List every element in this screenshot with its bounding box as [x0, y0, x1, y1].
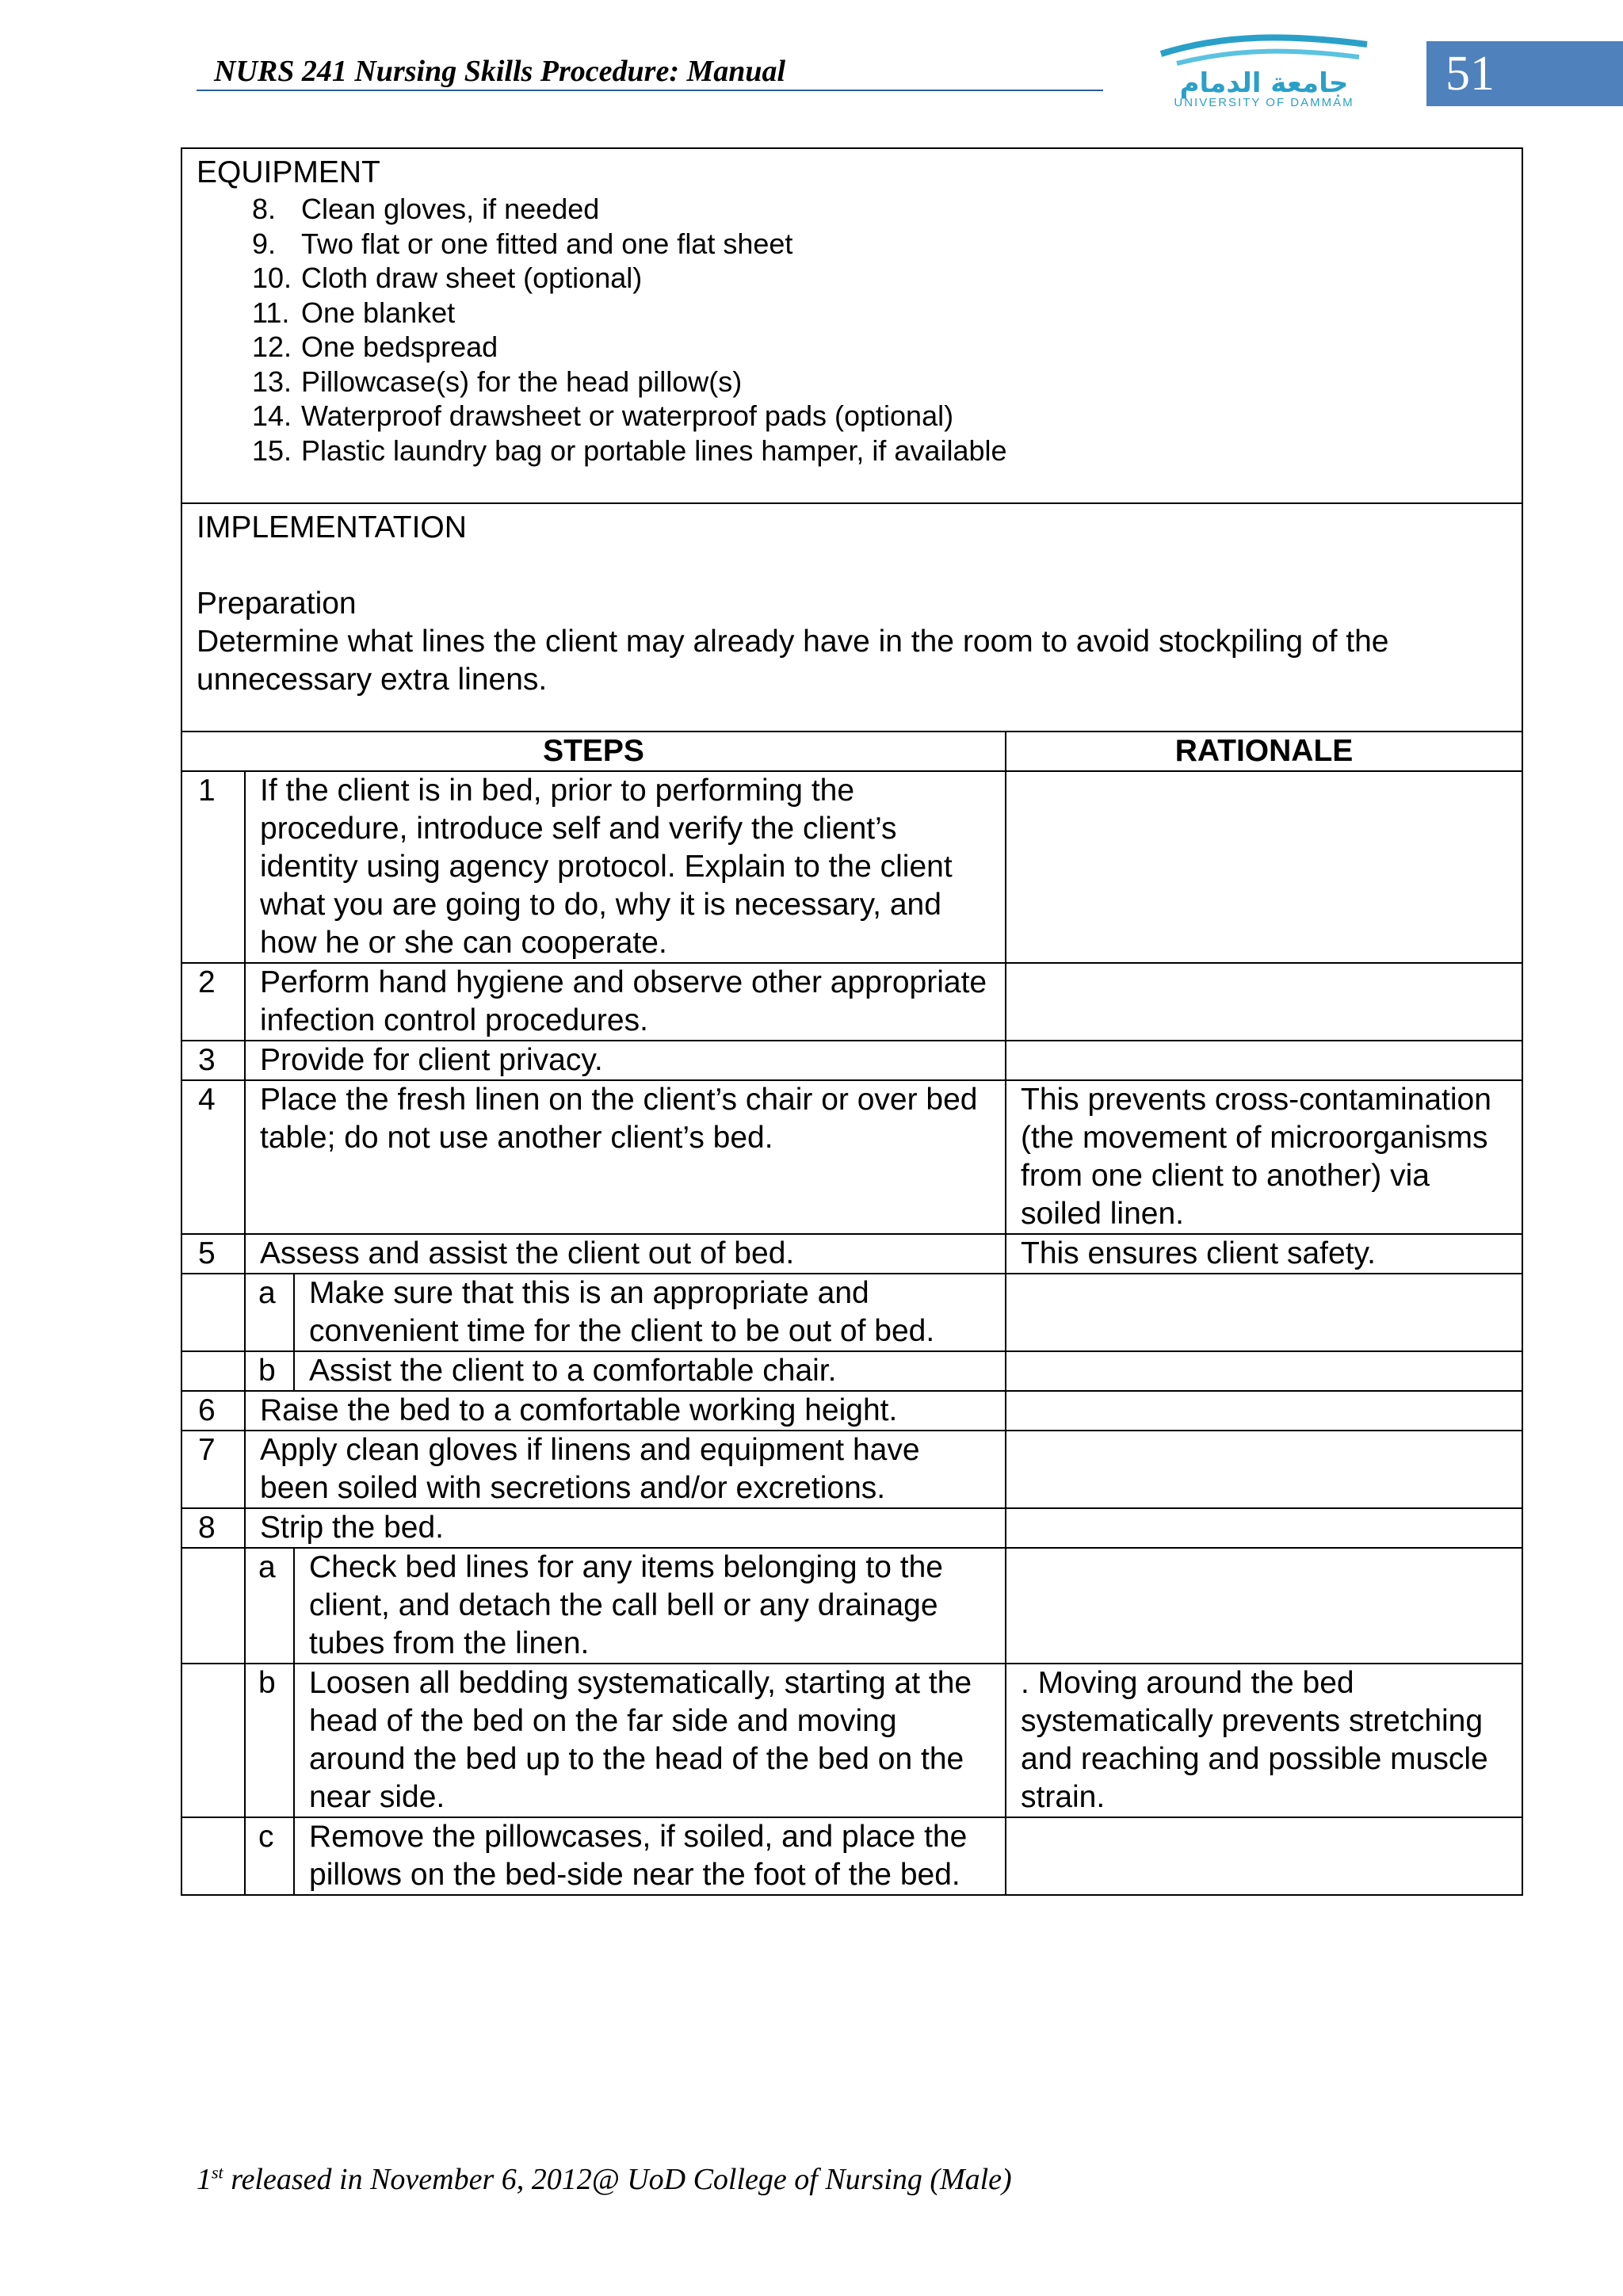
document-title: NURS 241 Nursing Skills Procedure: Manual — [214, 55, 786, 88]
university-logo — [1129, 30, 1399, 109]
equipment-item — [252, 261, 1507, 296]
step-number: 7 — [181, 1431, 245, 1508]
table-row — [181, 1508, 1522, 1548]
equipment-item-text: Clean gloves, if needed — [301, 193, 600, 225]
logo-english-text: UNIVERSITY OF DAMMAM — [1174, 96, 1354, 109]
step-number: 6 — [181, 1391, 245, 1431]
step-text: Provide for client privacy. — [245, 1041, 1006, 1080]
substep-text: Loosen all bedding systematically, starting at the head of the bed on the far side and moving around the bed up to the head of the bed on the near side. — [294, 1664, 1006, 1817]
wave-logo-icon — [1129, 30, 1399, 109]
equipment-item-number: 13. — [252, 365, 292, 398]
equipment-item — [252, 330, 1507, 365]
rationale-text: This ensures client safety. — [1006, 1234, 1522, 1274]
step-number: 4 — [181, 1080, 245, 1234]
step-number: 1 — [181, 771, 245, 963]
equipment-item-number: 14. — [252, 399, 292, 432]
rationale-text: . Moving around the bed systematically prevents stretching and reaching and possible muscle strain. — [1006, 1664, 1522, 1817]
implementation-title: IMPLEMENTATION — [197, 510, 467, 544]
equipment-list — [197, 192, 1507, 468]
step-number: 5 — [181, 1234, 245, 1274]
substep-text: Check bed lines for any items belonging to the client, and detach the call bell or any drainage tubes from the linen. — [294, 1548, 1006, 1664]
rationale-header: RATIONALE — [1006, 732, 1522, 771]
table-row — [181, 1274, 1522, 1351]
substep-letter: a — [245, 1274, 294, 1351]
step-text: Perform hand hygiene and observe other appropriate infection control procedures. — [245, 963, 1006, 1041]
step-number-empty — [181, 1274, 245, 1351]
logo-arabic-text: جامعة الدمام — [1179, 67, 1349, 99]
equipment-section — [181, 148, 1522, 503]
preparation-text: Determine what lines the client may already have in the room to avoid stockpiling of the unnecessary extra linens. — [197, 625, 1389, 697]
table-row — [181, 1351, 1522, 1391]
equipment-item-text: Plastic laundry bag or portable lines hamper, if available — [301, 434, 1007, 467]
implementation-section — [181, 503, 1522, 732]
equipment-item-text: Pillowcase(s) for the head pillow(s) — [301, 365, 743, 398]
table-header-row — [181, 732, 1522, 771]
equipment-item-text: One bedspread — [301, 330, 498, 363]
substep-text: Make sure that this is an appropriate and convenient time for the client to be out of bed. — [294, 1274, 1006, 1351]
equipment-item-text: Two flat or one fitted and one flat sheet — [301, 227, 793, 260]
table-row — [181, 1817, 1522, 1895]
rationale-text — [1006, 1817, 1522, 1895]
rationale-text — [1006, 1508, 1522, 1548]
rationale-text — [1006, 771, 1522, 963]
substep-text: Assist the client to a comfortable chair. — [294, 1351, 1006, 1391]
footer — [197, 2162, 1012, 2197]
rationale-text: This prevents cross-contamination (the movement of microorganisms from one client to another) via soiled linen. — [1006, 1080, 1522, 1234]
equipment-item — [252, 296, 1507, 330]
equipment-item-number: 15. — [252, 434, 292, 467]
rationale-text — [1006, 1431, 1522, 1508]
footer-ordinal: 1 — [197, 2163, 212, 2196]
table-row — [181, 771, 1522, 963]
rationale-text — [1006, 1351, 1522, 1391]
equipment-item-number: 10. — [252, 262, 292, 294]
equipment-item — [252, 365, 1507, 399]
table-row — [181, 1041, 1522, 1080]
step-text: Place the fresh linen on the client’s chair or over bed table; do not use another client’s bed. — [245, 1080, 1006, 1234]
table-row — [181, 1080, 1522, 1234]
equipment-item — [252, 399, 1507, 434]
rationale-text — [1006, 1391, 1522, 1431]
table-row — [181, 1234, 1522, 1274]
equipment-item — [252, 434, 1507, 468]
equipment-item — [252, 192, 1507, 227]
rationale-text — [1006, 1274, 1522, 1351]
step-text: Apply clean gloves if linens and equipment have been soiled with secretions and/or excretions. — [245, 1431, 1006, 1508]
table-row — [181, 1548, 1522, 1664]
step-number-empty — [181, 1817, 245, 1895]
table-row — [181, 963, 1522, 1041]
step-text: Strip the bed. — [245, 1508, 1006, 1548]
table-row — [181, 1391, 1522, 1431]
step-number-empty — [181, 1664, 245, 1817]
page-number: 51 — [1426, 41, 1623, 106]
step-text: Raise the bed to a comfortable working height. — [245, 1391, 1006, 1431]
step-number: 2 — [181, 963, 245, 1041]
step-text: If the client is in bed, prior to performing the procedure, introduce self and verify the client’s identity using agency protocol. Explain to the client what you are going to do, why it is necessary, and how he or she can cooperate. — [245, 771, 1006, 963]
substep-letter: b — [245, 1351, 294, 1391]
equipment-item-text: Waterproof drawsheet or waterproof pads (optional) — [301, 399, 954, 432]
preparation-heading: Preparation — [197, 586, 357, 621]
procedure-table — [181, 147, 1523, 1896]
step-number-empty — [181, 1548, 245, 1664]
rationale-text — [1006, 1548, 1522, 1664]
step-number-empty — [181, 1351, 245, 1391]
step-number: 8 — [181, 1508, 245, 1548]
header-rule — [197, 90, 1103, 91]
rationale-text — [1006, 963, 1522, 1041]
substep-letter: b — [245, 1664, 294, 1817]
equipment-title: EQUIPMENT — [197, 155, 380, 189]
step-number: 3 — [181, 1041, 245, 1080]
equipment-item-text: One blanket — [301, 296, 456, 329]
table-row — [181, 1431, 1522, 1508]
rationale-text — [1006, 1041, 1522, 1080]
step-text: Assess and assist the client out of bed. — [245, 1234, 1006, 1274]
equipment-item-number: 8. — [252, 193, 277, 225]
substep-letter: a — [245, 1548, 294, 1664]
table-row — [181, 1664, 1522, 1817]
steps-header: STEPS — [181, 732, 1006, 771]
substep-text: Remove the pillowcases, if soiled, and place the pillows on the bed-side near the foot of the bed. — [294, 1817, 1006, 1895]
equipment-item-number: 12. — [252, 330, 292, 363]
footer-ordinal-suffix: st — [212, 2162, 223, 2183]
footer-text: released in November 6, 2012@ UoD College of Nursing (Male) — [223, 2163, 1012, 2196]
equipment-item — [252, 227, 1507, 262]
equipment-item-text: Cloth draw sheet (optional) — [301, 262, 643, 294]
equipment-item-number: 11. — [252, 296, 290, 329]
substep-letter: c — [245, 1817, 294, 1895]
equipment-item-number: 9. — [252, 227, 277, 260]
